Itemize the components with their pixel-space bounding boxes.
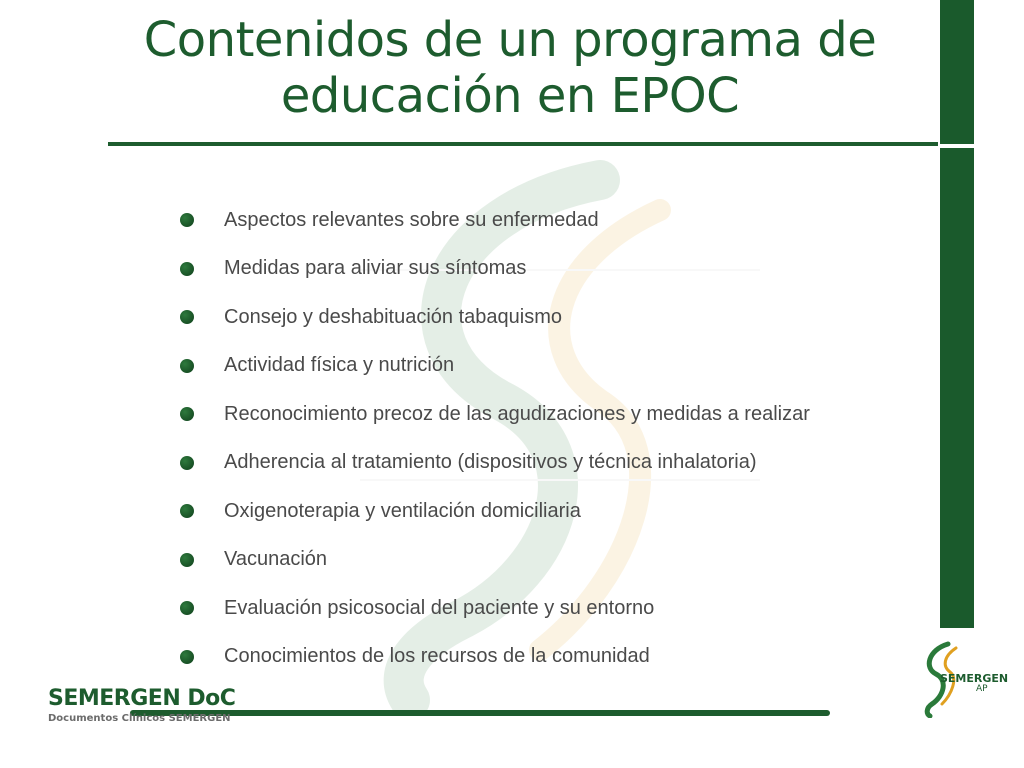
bullet-icon: [180, 310, 194, 324]
list-item: [180, 584, 810, 633]
list-item-text: Actividad física y nutrición: [224, 354, 455, 377]
slide-title-line-2: educación en EPOC: [280, 68, 740, 124]
bullet-icon: [180, 359, 194, 373]
list-item-text: Aspectos relevantes sobre su enfermedad: [224, 208, 599, 231]
list-item-text: Oxigenoterapia y ventilación domiciliaria: [224, 499, 581, 522]
bullet-icon: [180, 553, 194, 567]
list-item: [180, 196, 810, 245]
right-decorative-bar: [940, 0, 974, 628]
list-item-text: Medidas para aliviar sus síntomas: [224, 257, 527, 280]
list-item-text: Consejo y deshabituación tabaquismo: [224, 305, 562, 328]
footer-logo-sub: Documentos Clínicos SEMERGEN: [48, 713, 231, 724]
list-item-text: Evaluación psicosocial del paciente y su entorno: [224, 596, 655, 619]
list-item: [180, 439, 810, 488]
bullet-icon: [180, 213, 194, 227]
bullet-icon: [180, 407, 194, 421]
list-item: [180, 536, 810, 585]
list-item: [180, 293, 810, 342]
title-underline: [108, 142, 938, 146]
bullet-icon: [180, 456, 194, 470]
list-item: [180, 487, 810, 536]
list-item-text: Conocimientos de los recursos de la comunidad: [224, 645, 650, 668]
semergen-doc-logo: [48, 686, 235, 724]
list-item: [180, 633, 810, 682]
list-item-text: Vacunación: [224, 548, 328, 571]
bullet-icon: [180, 262, 194, 276]
list-item-text: Adherencia al tratamiento (dispositivos y técnica inhalatoria): [224, 451, 757, 474]
right-bar-gap: [938, 144, 976, 148]
list-item-text: Reconocimiento precoz de las agudizaciones y medidas a realizar: [224, 402, 810, 425]
list-item: [180, 342, 810, 391]
list-item: [180, 245, 810, 294]
list-item: [180, 390, 810, 439]
slide-title: [100, 12, 920, 124]
footer-logo-main: SEMERGEN DoC: [48, 686, 236, 711]
content-bullet-list: [180, 196, 810, 681]
slide-title-line-1: Contenidos de un programa de: [143, 12, 877, 68]
semergen-ap-logo: [918, 638, 1009, 718]
bullet-icon: [180, 650, 194, 664]
corner-logo-suffix: AP: [976, 684, 988, 694]
corner-logo-brand: SEMERGEN: [940, 672, 1009, 685]
bullet-icon: [180, 504, 194, 518]
bullet-icon: [180, 601, 194, 615]
